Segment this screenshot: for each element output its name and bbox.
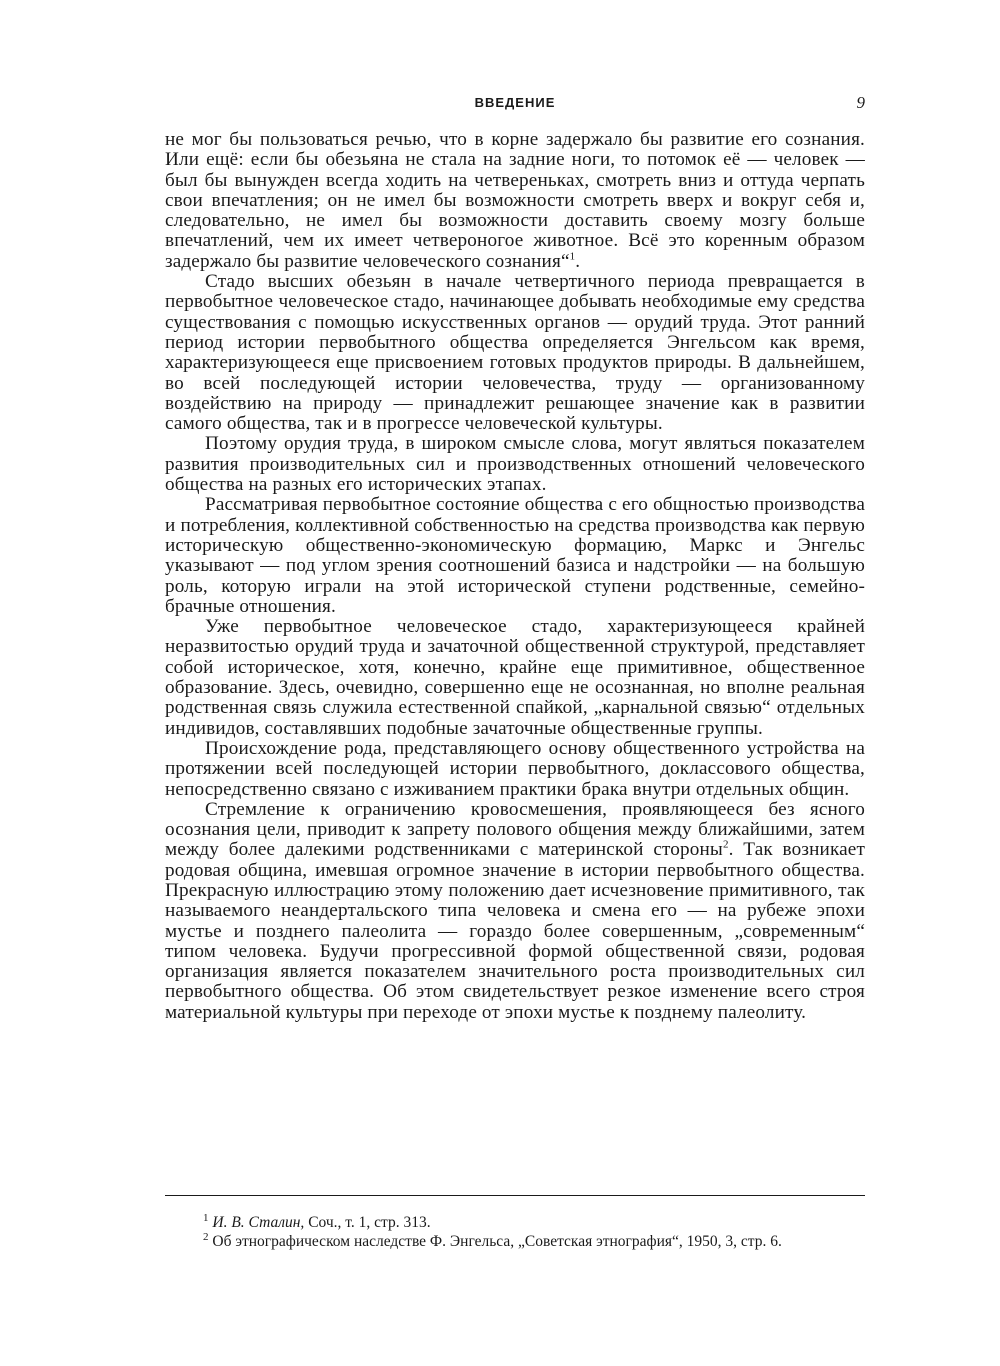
paragraph-text: Стремление к ограничению кровосмешения, проявляющееся без ясного осознания цели, приводит к запрету полового общения между ближайшими, затем между более далекими родственниками с материнской стороны [165, 798, 865, 861]
footnote-mark: 1 [203, 1211, 209, 1224]
paragraph [165, 617, 865, 739]
paragraph [165, 272, 865, 434]
footnote-mark: 2 [203, 1230, 209, 1243]
paragraph-text: Уже первобытное человеческое стадо, характеризующееся крайней неразвитостью орудий труда и зачаточной общественной структурой, представляет собой историческое, хотя, конечно, крайне еще примитивное, общественное образование. Здесь, очевидно, совершенно еще не осознанная, но вполне реальная родственная связь служила естественной спайкой, „карнальной связью“ отдельных индивидов, составлявших подобные зачаточные общественные группы. [165, 616, 865, 739]
paragraph-text-tail: . Так возникает родовая община, имевшая огромное значение в истории первобытного общества. Прекрасную иллюстрацию этому положению дает исчезновение примитивного, так называемого неандертальского типа человека и смена его — на рубеже эпохи мустье и позднего палеолита — гораздо более совершенным, „современным“ типом человека. Будучи прогрессивной формой общественной связи, родовая организация является показателем значительного роста производительных сил первобытного общества. Об этом свидетельствует резкое изменение всего строя материальной культуры при переходе от эпохи мустье к позднему палеолиту. [165, 839, 865, 1023]
chapter-title: ВВЕДЕНИЕ [474, 95, 556, 110]
footnote-text: Соч., т. 1, стр. 313. [304, 1214, 431, 1231]
paragraph [165, 434, 865, 495]
paragraph [165, 800, 865, 1023]
paragraph-text: Поэтому орудия труда, в широком смысле слова, могут являться показателем развития производительных сил и производственных отношений человеческого общества на разных его исторических этапах. [165, 433, 865, 496]
footnote-author: И. В. Сталин, [212, 1214, 305, 1231]
footnote [165, 1211, 865, 1233]
paragraph [165, 739, 865, 800]
paragraph-text: Происхождение рода, представляющего основу общественного устройства на протяжении всей последующей истории первобытного, доклассового общества, непосредственно связано с изживанием практики брака внутри отдельных общин. [165, 737, 865, 800]
footnote-divider [165, 1195, 865, 1196]
running-header [165, 95, 865, 115]
paragraph-text: не мог бы пользоваться речью, что в корне задержало бы развитие его сознания. Или ещё: если бы обезьяна не стала на задние ноги, то потомок её — человек — был бы вынужден всегда ходить на четвереньках, смотреть вниз и оттуда черпать свои впечатления; он не имел бы возможности смотреть вверх и вокруг себя и, следовательно, не имел бы возможности доставить своему мозгу больше впечатлений, чем их имеет четвероногое животное. Всё это коренным образом задержало бы развитие человеческого сознания“ [165, 129, 865, 272]
paragraph-text: Рассматривая первобытное состояние общества с его общностью производства и потребления, коллективной собственностью на средства производства как первую историческую общественно-экономическую формацию, Маркс и Энгельс указывают — под углом зрения соотношений базиса и надстройки — на большую роль, которую играли на этой исторической ступени родственные, семейно-брачные отношения. [165, 494, 865, 617]
main-text [165, 130, 865, 1023]
footnote-reference: 1 [569, 250, 576, 263]
paragraph-text-tail: . [575, 250, 581, 272]
footnote-text: Об этнографическом наследстве Ф. Энгельса, „Советская этнография“, 1950, 3, стр. 6. [208, 1232, 782, 1250]
paragraph [165, 495, 865, 617]
footnote-reference: 2 [722, 839, 729, 851]
paragraph-text: Стадо высших обезьян в начале четвертичного периода превращается в первобытное человеческое стадо, начинающее добывать необходимые ему средства существования с помощью искусственных органов — орудий труда. Этот ранний период истории первобытного общества определяется Энгельсом как время, характеризующееся еще присвоением готовых продуктов природы. В дальнейшем, во всей последующей истории человечества, труду — организованному воздействию на природу — принадлежит решающее значение как в развитии самого общества, так и в прогрессе человеческой культуры. [165, 271, 865, 435]
footnotes [165, 1211, 865, 1251]
page-number: 9 [856, 93, 865, 112]
footnote [165, 1230, 865, 1252]
paragraph [165, 130, 865, 272]
